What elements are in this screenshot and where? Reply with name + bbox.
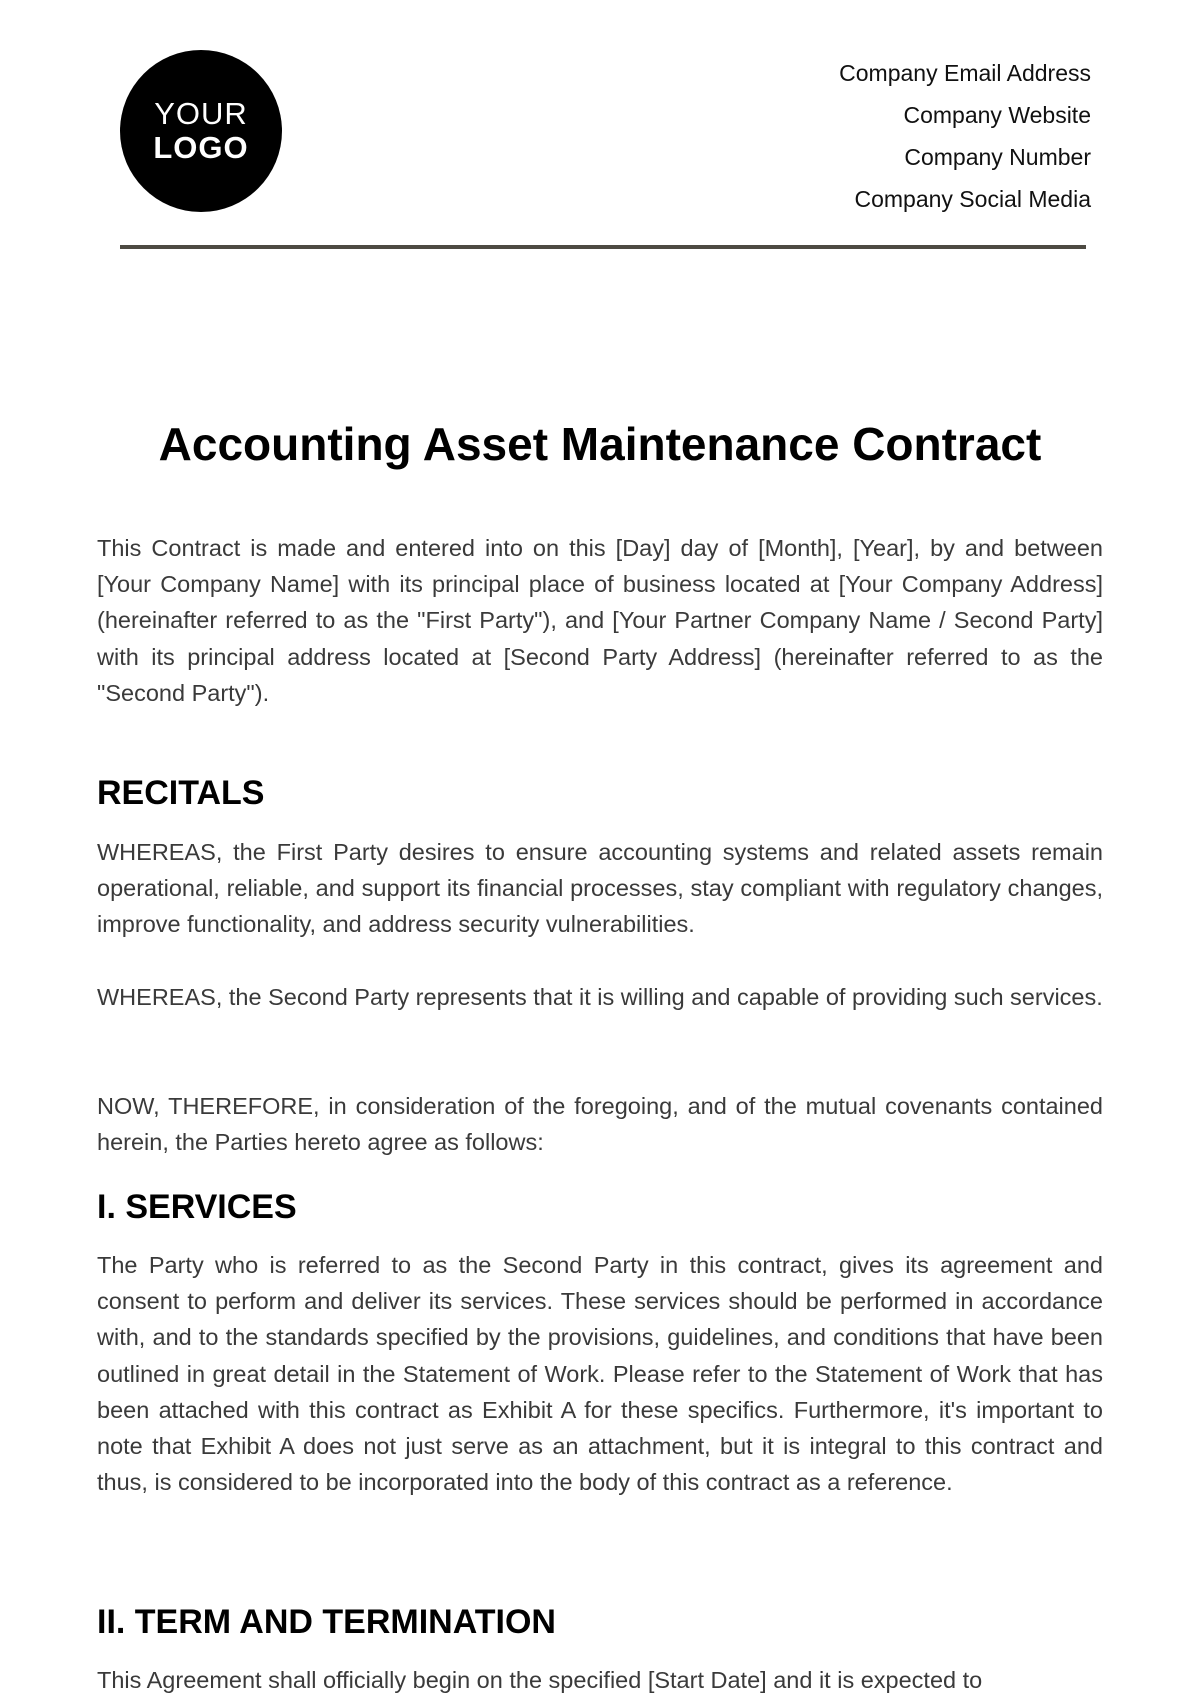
company-social-media: Company Social Media (854, 186, 1091, 212)
logo-text-line1: YOUR (154, 96, 248, 131)
term-paragraph-block (97, 1662, 1103, 1698)
term-heading: II. TERM AND TERMINATION (97, 1603, 556, 1641)
term-paragraph: This Agreement shall officially begin on the specified [Start Date] and it is expected to (97, 1667, 983, 1693)
company-number: Company Number (904, 144, 1091, 170)
header-divider (120, 245, 1086, 249)
company-logo (120, 50, 282, 212)
services-section (97, 1185, 1103, 1229)
services-paragraph: The Party who is referred to as the Second Party in this contract, gives its agreement and consent to perform and deliver its services. These services should be performed in accordance with, and to the standards specified by the provisions, guidelines, and conditions that have been outlined in great detail in the Statement of Work. Please refer to the Statement of Work that has been attached with this contract as Exhibit A for these specifics. Furthermore, it's important to note that Exhibit A does not just serve as an attachment, but it is integral to this contract and thus, is considered to be incorporated into the body of this contract as a reference. (97, 1252, 1103, 1496)
recitals-paragraph-2-block (97, 979, 1103, 1015)
logo-text-line2: LOGO (153, 130, 249, 165)
intro-paragraph: This Contract is made and entered into on this [Day] day of [Month], [Year], by and between [Your Company Name] with its principal place of business located at [Your Company Address] (hereinafter referred to as the "First Party"), and [Your Partner Company Name / Second Party] with its principal address located at [Second Party Address] (hereinafter referred to as the "Second Party"). (97, 535, 1103, 706)
intro-section (97, 530, 1103, 711)
services-paragraph-block (97, 1247, 1103, 1500)
document-title: Accounting Asset Maintenance Contract (158, 418, 1042, 470)
recitals-paragraph: NOW, THEREFORE, in consideration of the foregoing, and of the mutual covenants contained herein, the Parties hereto agree as follows: (97, 1093, 1103, 1156)
recitals-paragraph-1-block (97, 834, 1103, 943)
company-contact-block (839, 52, 1091, 220)
term-section (97, 1600, 1103, 1644)
recitals-paragraph-3-block (97, 1088, 1103, 1160)
company-email: Company Email Address (839, 60, 1091, 86)
services-heading: I. SERVICES (97, 1188, 297, 1226)
company-website: Company Website (903, 102, 1091, 128)
recitals-paragraph: WHEREAS, the First Party desires to ensure accounting systems and related assets remain operational, reliable, and support its financial processes, stay compliant with regulatory changes, improve functionality, and address security vulnerabilities. (97, 839, 1103, 938)
recitals-heading: RECITALS (97, 774, 265, 812)
document-header (0, 0, 1200, 260)
recitals-section (97, 771, 1103, 815)
recitals-paragraph: WHEREAS, the Second Party represents that it is willing and capable of providing such services. (97, 984, 1103, 1010)
